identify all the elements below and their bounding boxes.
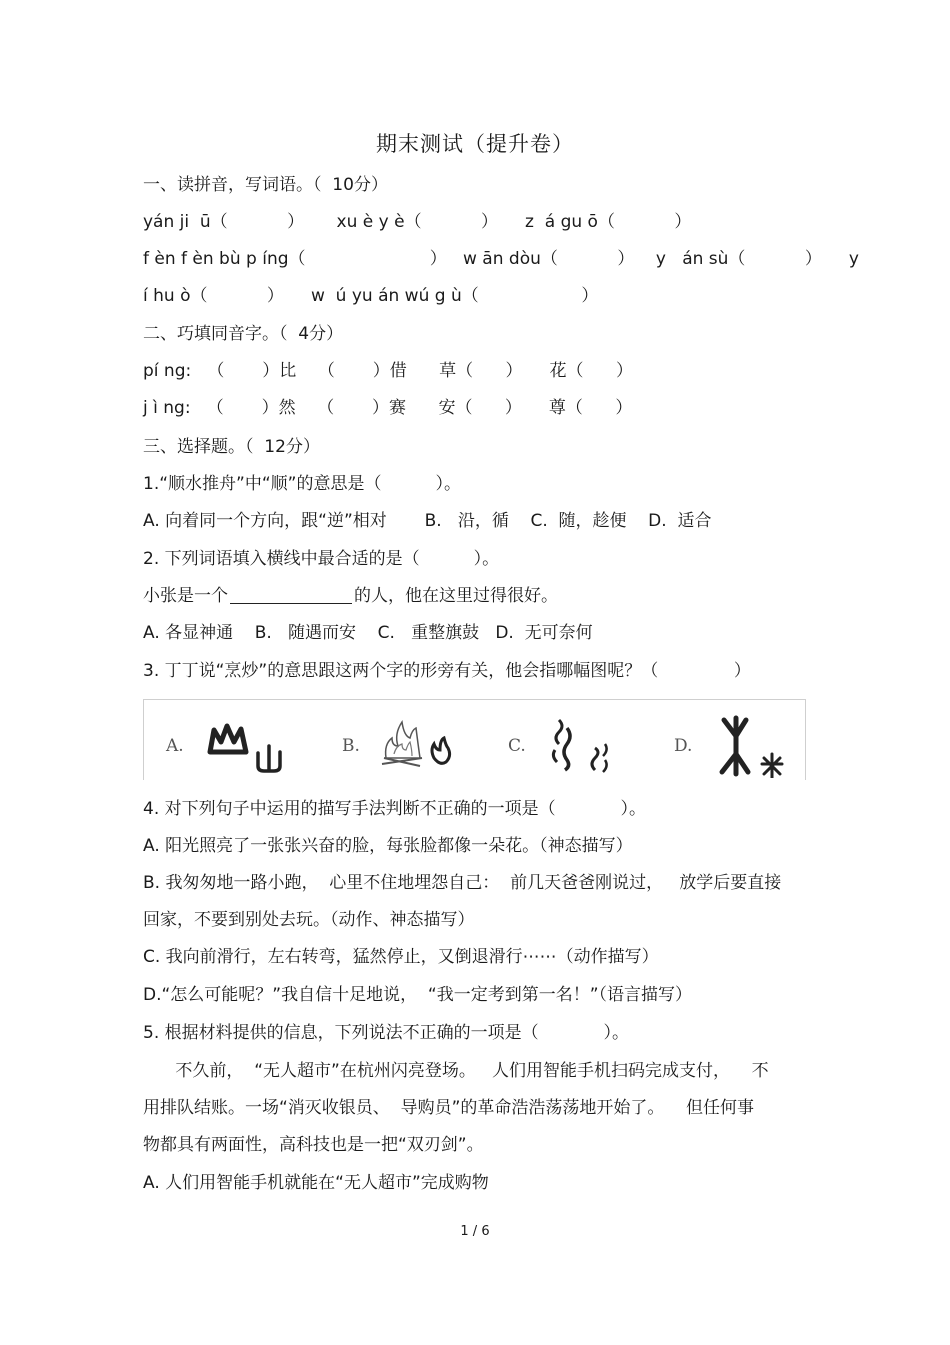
question-2: 2. 下列词语填入横线中最合适的是（ ）。 (143, 549, 500, 569)
figure-option-d-label: D. (674, 736, 693, 756)
question-4-option-b-line-2: 回家，不要到别处去玩。（动作、神态描写） (143, 910, 475, 930)
question-5: 5. 根据材料提供的信息，下列说法不正确的一项是（ ）。 (143, 1023, 629, 1043)
page-number: 1 / 6 (460, 1224, 490, 1239)
figure-option-c-label: C. (508, 736, 526, 756)
figure-option-a-label: A. (166, 736, 184, 756)
pinyin-row-2: f èn f èn bù p íng（ ） w ān dòu（ ） y án sù（ ） y (143, 249, 859, 269)
question-3: 3. 丁丁说“烹炒”的意思跟这两个字的形旁有关，他会指哪幅图呢？（ ） (143, 661, 751, 681)
question-5-passage-line-3: 物都具有两面性，高科技也是一把“双刃剑”。 (143, 1135, 484, 1155)
fire-glyph-icon (376, 714, 456, 774)
question-3-figure (143, 699, 806, 780)
question-4-option-b-line-1: B. 我匆匆地一路小跑， 心里不住地埋怨自己： 前几天爸爸刚说过， 放学后要直接 (143, 873, 782, 893)
tree-glyph-icon (716, 714, 796, 778)
question-5-option-a: A. 人们用智能手机就能在“无人超市”完成购物 (143, 1173, 489, 1193)
water-glyph-icon (549, 714, 629, 776)
question-4: 4. 对下列句子中运用的描写手法判断不正确的一项是（ ）。 (143, 799, 646, 819)
question-2-options: A. 各显神通 B. 随遇而安 C. 重整旗鼓 D. 无可奈何 (143, 623, 593, 643)
question-4-option-a: A. 阳光照亮了一张张兴奋的脸，每张脸都像一朵花。（神态描写） (143, 836, 633, 856)
mountain-glyph-icon (206, 718, 286, 773)
pinyin-row-1: yán ji ū（ ） xu è y è（ ） z á gu ō（ ） (143, 212, 692, 232)
question-5-passage-line-2: 用排队结账。一场“消灭收银员、 导购员”的革命浩浩荡荡地开始了。 但任何事 (143, 1098, 755, 1118)
page-title: 期末测试（提升卷） (376, 132, 574, 156)
sentence-before: 小张是一个 (143, 586, 228, 606)
question-2-sentence (143, 585, 558, 607)
pinyin-row-3: í hu ò（ ） w ú yu án wú g ù（ ） (143, 286, 599, 306)
sentence-after: 的人，他在这里过得很好。 (354, 586, 558, 606)
question-1: 1.“顺水推舟”中“顺”的意思是（ ）。 (143, 474, 461, 494)
figure-option-b-label: B. (342, 736, 360, 756)
homophone-row-ping: pí ng: （ ）比 （ ）借 草（ ） 花（ ） (143, 361, 633, 381)
question-4-option-c: C. 我向前滑行，左右转弯，猛然停止，又倒退滑行⋯⋯（动作描写） (143, 947, 659, 967)
section-2-heading: 二、巧填同音字。（ 4分） (143, 324, 344, 344)
question-1-options: A. 向着同一个方向，跟“逆”相对 B. 沿，循 C. 随，趁便 D. 适合 (143, 511, 712, 531)
question-4-option-d: D.“怎么可能呢？”我自信十足地说， “我一定考到第一名！”（语言描写） (143, 985, 693, 1005)
question-5-passage-line-1: 不久前， “无人超市”在杭州闪亮登场。 人们用智能手机扫码完成支付， 不 (143, 1061, 769, 1081)
section-3-heading: 三、选择题。（ 12分） (143, 437, 320, 457)
section-1-heading: 一、读拼音，写词语。（ 10分） (143, 175, 388, 195)
homophone-row-jing: j ì ng: （ ）然 （ ）赛 安（ ） 尊（ ） (143, 398, 633, 418)
fill-blank (230, 585, 352, 604)
